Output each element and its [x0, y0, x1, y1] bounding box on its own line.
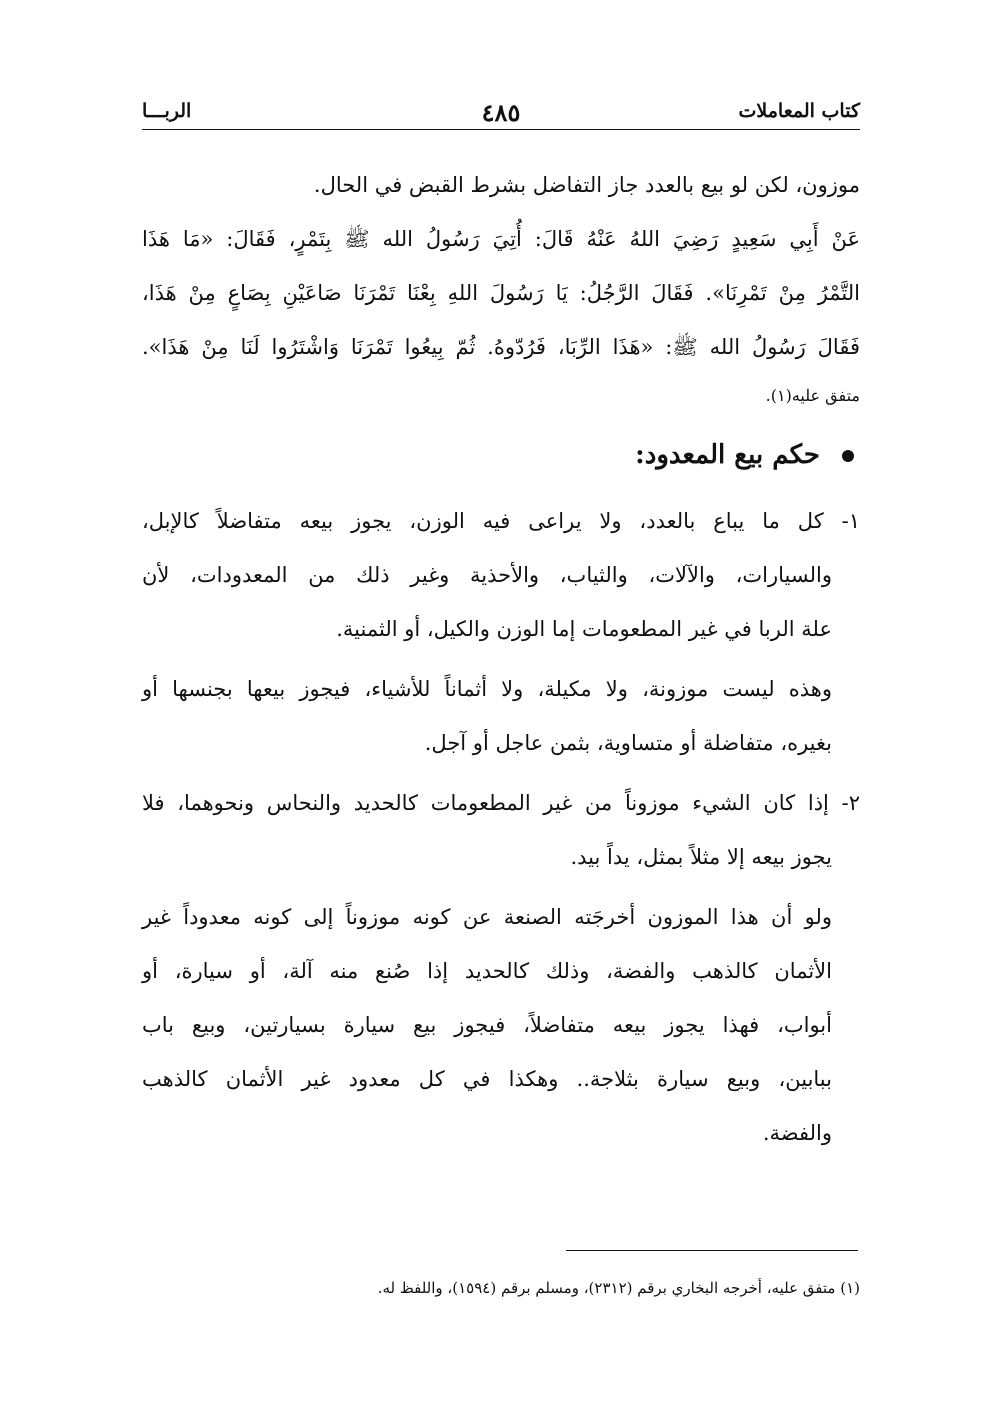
section-heading: حكم بيع المعدود: [635, 440, 820, 470]
book-section-title: كتاب المعاملات [738, 100, 860, 122]
hadith-line: فَقَالَ رَسُولُ الله ﷺ: «هَذَا الرِّبَا، فَرُدّوهُ. ثُمّ بِيعُوا تَمْرَنَا وَاشْتَرُوا لَنَا مِنْ هَذَا». [142, 335, 860, 359]
item-number: ١- [841, 509, 860, 533]
text-line: يجوز بيعه إلا مثلاً بمثل، يداً بيد. [570, 845, 832, 869]
list-item-2 [142, 776, 860, 830]
header-divider [142, 129, 860, 130]
footnote: (١) متفق عليه، أخرجه البخاري برقم (٢٣١٢)، ومسلم برقم (١٥٩٤)، واللفظ له. [377, 1279, 860, 1297]
text-line: والفضة. [762, 1121, 832, 1145]
text-line: والسيارات، والآلات، والثياب، والأحذية وغير ذلك من المعدودات، لأن [142, 563, 832, 587]
footnote-divider [566, 1250, 858, 1251]
text-line: علة الربا في غير المطعومات إما الوزن والكيل، أو الثمنية. [336, 617, 832, 641]
section-heading-row [142, 428, 860, 482]
text-line: أبواب، فهذا يجوز بيعه متفاضلاً، فيجوز بيع سيارة بسيارتين، وبيع باب [142, 1013, 832, 1037]
list-item-1 [142, 494, 860, 548]
hadith-reference: متفق عليه(١). [765, 386, 860, 405]
text-line: ولو أن هذا الموزون أخرجَته الصنعة عن كونه موزوناً إلى كونه معدوداً غير [142, 905, 832, 929]
bullet-icon [842, 450, 854, 462]
chapter-title: الربـــا [142, 100, 192, 122]
rules-list [142, 494, 860, 1160]
page-number: ٤٨٥ [481, 98, 521, 127]
hadith-line: عَنْ أَبِي سَعِيدٍ رَضِيَ اللهُ عَنْهُ قَالَ: أُتِيَ رَسُولُ الله ﷺ بِتَمْرٍ، فَقَالَ: «مَا هَذَا [142, 227, 860, 251]
text-line: الأثمان كالذهب والفضة، وذلك كالحديد إذا صُنع منه آلة، أو سيارة، أو [142, 959, 832, 983]
text-line: إذا كان الشيء موزوناً من غير المطعومات كالحديد والنحاس ونحوهما، فلا [142, 791, 829, 815]
text-line: موزون، لكن لو بيع بالعدد جاز التفاضل بشرط القبض في الحال. [313, 173, 860, 197]
text-line: ببابين، وبيع سيارة بثلاجة.. وهكذا في كل معدود غير الأثمان كالذهب [142, 1067, 832, 1091]
text-line: بغيره، متفاضلة أو متساوية، بثمن عاجل أو آجل. [424, 731, 832, 755]
text-line: وهذه ليست موزونة، ولا مكيلة، ولا أثماناً للأشياء، فيجوز بيعها بجنسها أو [142, 677, 832, 701]
hadith-line: التَّمْرُ مِنْ تَمْرِنَا». فَقَالَ الرَّجُلُ: يَا رَسُولَ اللهِ بِعْنَا تَمْرَنَا صَاعَيْنِ بِصَاعٍ مِنْ هَذَا، [142, 281, 860, 305]
text-line: كل ما يباع بالعدد، ولا يراعى فيه الوزن، يجوز بيعه متفاضلاً كالإبل، [142, 509, 824, 533]
item-number: ٢- [841, 791, 860, 815]
hadith-block [142, 158, 860, 418]
